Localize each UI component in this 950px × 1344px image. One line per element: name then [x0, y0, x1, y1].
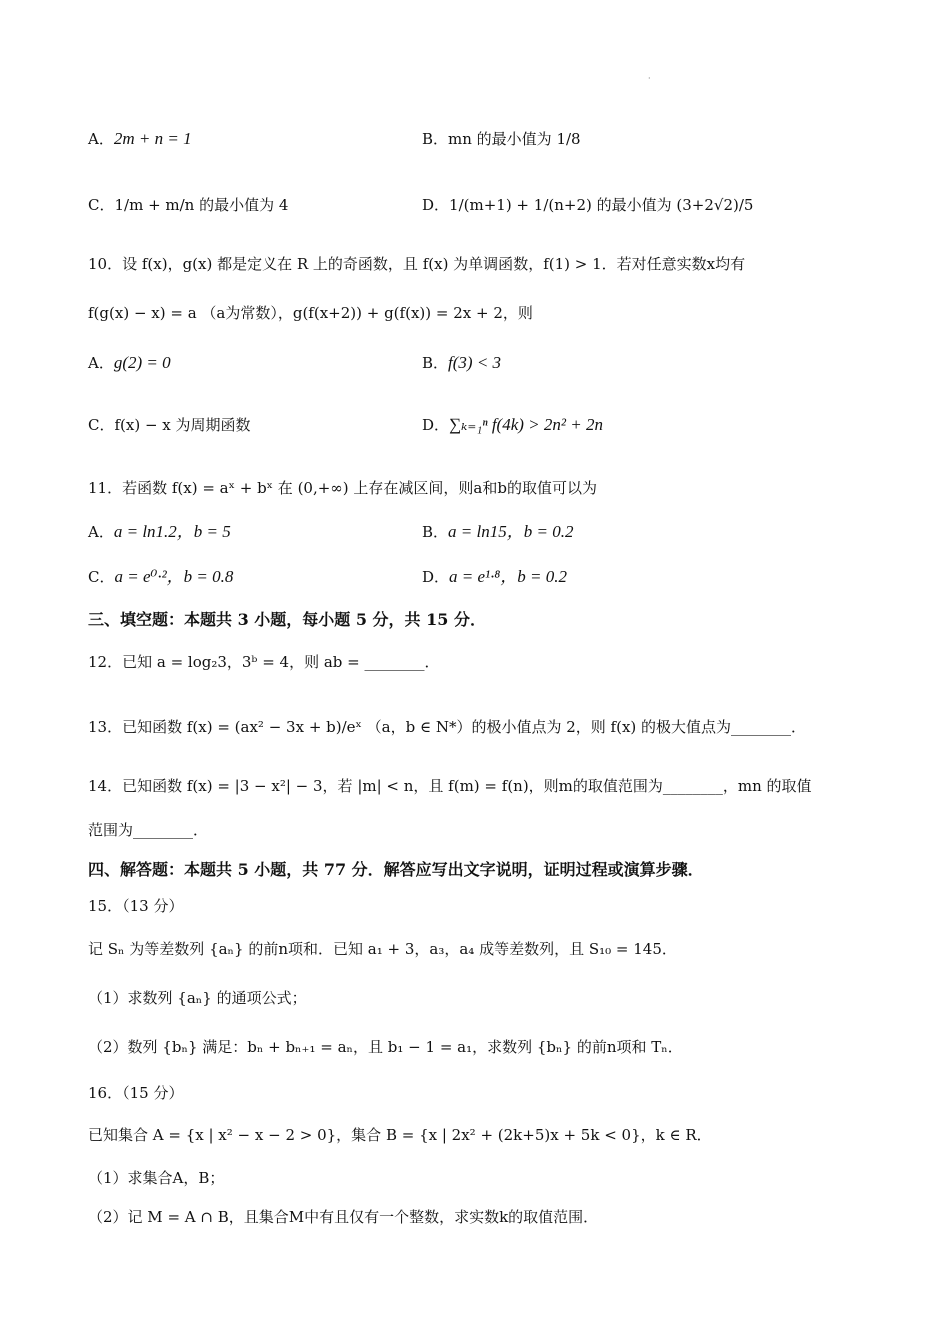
- q16-part2: （2）记 M = A ∩ B，且集合M中有且仅有一个整数，求实数k的取值范围．: [88, 1208, 599, 1226]
- q11-option-c: [88, 564, 233, 590]
- section-solutions-heading: 四、解答题：本题共 5 小题，共 77 分．解答应写出文字说明，证明过程或演算步骤．: [88, 860, 704, 879]
- q9-option-c: [88, 192, 288, 218]
- option-label: C．: [88, 568, 115, 586]
- option-label: D．: [422, 416, 450, 434]
- q10-stem-line2: f(g(x) − x) = a （a为常数），g(f(x+2)) + g(f(x)) = 2x + 2，则: [88, 304, 533, 322]
- option-label: C．: [88, 416, 115, 434]
- q9-option-b: [422, 126, 581, 152]
- option-label: B．: [422, 523, 449, 541]
- q11-stem: 11．若函数 f(x) = aˣ + bˣ 在 (0,+∞) 上存在减区间，则a和b的取值可以为: [88, 479, 597, 497]
- option-label: D．: [422, 196, 450, 214]
- option-label: A．: [88, 523, 114, 541]
- option-text: a = e⁰·²，b = 0.8: [114, 567, 234, 586]
- option-label: B．: [422, 354, 449, 372]
- option-text: mn 的最小值为 1/8: [448, 130, 581, 148]
- q14-line2: 范围为________．: [88, 821, 209, 839]
- q11-option-d: [422, 564, 567, 590]
- q16-title: 16．（15 分）: [88, 1084, 184, 1102]
- q9-option-a: [88, 126, 192, 152]
- q15-part2: （2）数列 {bₙ} 满足：bₙ + bₙ₊₁ = aₙ，且 b₁ − 1 = a₁，求数列 {bₙ} 的前n项和 Tₙ．: [88, 1038, 683, 1056]
- option-text: a = ln15，b = 0.2: [448, 522, 574, 541]
- option-text: f(3) < 3: [448, 353, 502, 372]
- option-label: B．: [422, 130, 449, 148]
- q13: 13．已知函数 f(x) = (ax² − 3x + b)/eˣ （a，b ∈ N*）的极小值点为 2，则 f(x) 的极大值点为________．: [88, 718, 807, 736]
- option-label: A．: [88, 130, 114, 148]
- option-text: 2m + n = 1: [113, 129, 192, 148]
- option-text: ∑ₖ₌₁ⁿ f(4k) > 2n² + 2n: [449, 415, 603, 434]
- page-mark: ·: [648, 74, 651, 83]
- q11-option-a: [88, 519, 231, 545]
- section-fill-in-heading: 三、填空题：本题共 3 小题，每小题 5 分，共 15 分．: [88, 610, 486, 629]
- q10-option-b: [422, 350, 501, 376]
- option-text: 1/(m+1) + 1/(n+2) 的最小值为 (3+2√2)/5: [449, 196, 754, 214]
- option-label: C．: [88, 196, 115, 214]
- q15-part1: （1）求数列 {aₙ} 的通项公式；: [88, 989, 307, 1007]
- q15-stem: 记 Sₙ 为等差数列 {aₙ} 的前n项和．已知 a₁ + 3，a₃，a₄ 成等差数列，且 S₁₀ = 145．: [88, 940, 677, 958]
- option-text: f(x) − x 为周期函数: [114, 416, 251, 434]
- option-text: a = ln1.2，b = 5: [113, 522, 231, 541]
- q12: 12．已知 a = log₂3，3ᵇ = 4，则 ab = ________．: [88, 653, 440, 671]
- q11-option-b: [422, 519, 573, 545]
- q9-option-d: [422, 192, 753, 218]
- q14-line1: 14．已知函数 f(x) = |3 − x²| − 3，若 |m| < n，且 f(m) = f(n)，则m的取值范围为________，mn 的取值: [88, 777, 812, 795]
- q16-stem: 已知集合 A = {x | x² − x − 2 > 0}，集合 B = {x | 2x² + (2k+5)x + 5k < 0}，k ∈ R．: [88, 1126, 712, 1144]
- option-label: D．: [422, 568, 450, 586]
- q10-option-c: [88, 412, 251, 438]
- q16-part1: （1）求集合A，B；: [88, 1169, 225, 1187]
- option-label: A．: [88, 354, 114, 372]
- q10-option-d: [422, 412, 603, 438]
- q10-stem-line1: 10．设 f(x)，g(x) 都是定义在 R 上的奇函数，且 f(x) 为单调函数，f(1) > 1．若对任意实数x均有: [88, 255, 746, 273]
- q10-option-a: [88, 350, 171, 376]
- q15-title: 15．（13 分）: [88, 897, 184, 915]
- option-text: g(2) = 0: [113, 353, 171, 372]
- option-text: a = e¹·⁸，b = 0.2: [449, 567, 568, 586]
- option-text: 1/m + m/n 的最小值为 4: [114, 196, 289, 214]
